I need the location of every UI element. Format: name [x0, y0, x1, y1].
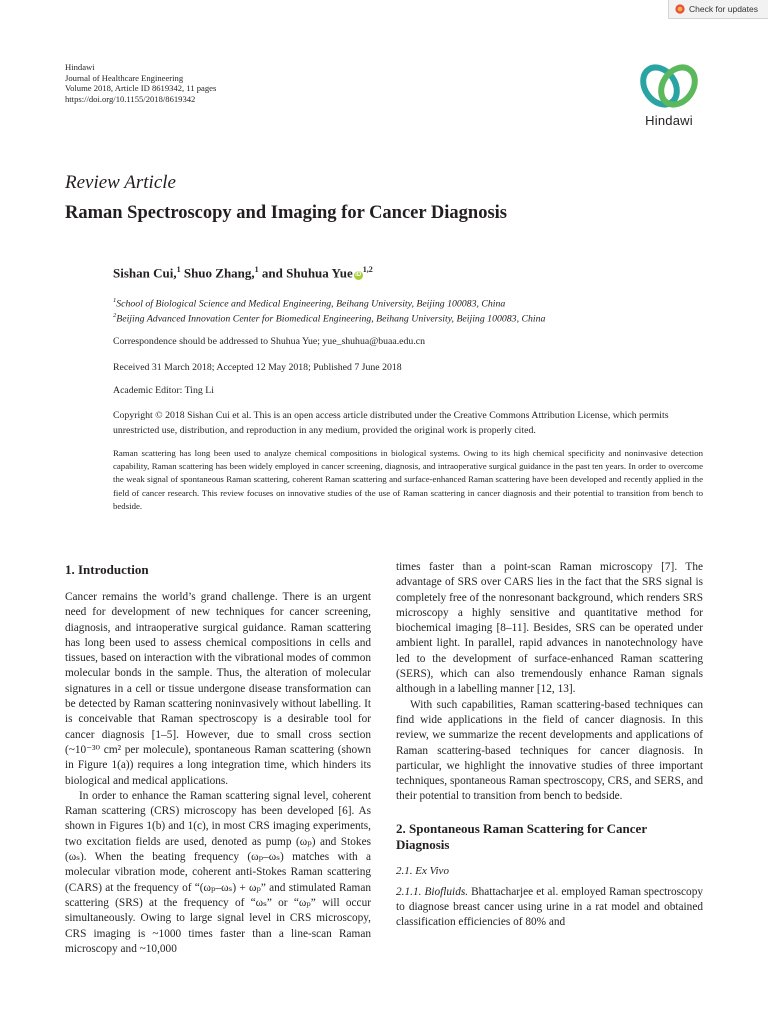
orcid-icon[interactable]: iD [355, 272, 362, 279]
abstract: Raman scattering has long been used to analyze chemical compositions in biological systems. Owing to its high chemical specificity and noninvasive detection capability, Raman scattering has been widely employed in cancer screening, diagnosis, and intraoperative surgical guidance in the past ten years. In order to overcome the weak signal of spontaneous Raman scattering, coherent Raman scattering and surface-enhanced Raman scattering have been developed and recently applied in the field of cancer research. This review focuses on innovative studies of the use of Raman scattering in cancer diagnosis and their potential to transition from bench to bedside. [113, 448, 703, 511]
author-affiliation-mark: 1 [254, 265, 259, 274]
paragraph-text: Bhattacharjee et al. employed Raman spectroscopy to diagnose breast cancer using urine in a rat model and obtained classification efficiencies of 80% and [396, 885, 703, 929]
paragraph: times faster than a point-scan Raman microscopy [7]. The advantage of SRS over CARS lies in the fact that the SRS signal is completely free of the nonresonant background, which renders SRS microscopy a highly sensitive and quantitative method for biochemical imaging [8–11]. Besides, SRS can be operated under ambient light. In parallel, rapid advances in nanotechnology have led to the development of surface-enhanced Raman scattering (SERS), which can also tremendously enhance Raman signals although in a labelling manner [12, 13]. [396, 561, 703, 696]
volume-info: Volume 2018, Article ID 8619342, 11 pages [65, 83, 217, 94]
hindawi-logo-icon [636, 62, 702, 110]
affiliation [113, 312, 545, 324]
paragraph: In order to enhance the Raman scattering signal level, coherent Raman scattering (CRS) microscopy has been developed [6]. As shown in Figures 1(b) and 1(c), in most CRS imaging experiments, two excitation fields are used, denoted as pump (ωₚ) and Stokes (ωₛ). When the beating frequency (ωₚ–ωₛ) matches with a molecular vibration mode, coherent anti-Stokes Raman scattering (CARS) at the frequency of “(ωₚ–ωₛ) + ωₚ” and stimulated Raman scattering (SRS) at the frequency of “ωₛ” or “ωₚ” will occur simultaneously. Owing to large signal level in CRS microscopy, CRS imaging is ~1000 times faster than a line-scan Raman microscopy and ~10,000 [65, 789, 371, 955]
author-conjunction: and [261, 265, 283, 281]
hindawi-logo-text: Hindawi [645, 113, 693, 128]
affiliation-mark: 2 [113, 312, 117, 319]
section-heading: 2. Spontaneous Raman Scattering for Cancer Diagnosis [396, 820, 647, 852]
check-for-updates-button[interactable] [668, 0, 768, 19]
author-name[interactable]: Shuo Zhang, [183, 265, 255, 281]
section-heading: 1. Introduction [65, 562, 149, 577]
paragraph [396, 885, 703, 931]
subsection-heading: 2.1. Ex Vivo [396, 864, 449, 877]
author-affiliation-mark: 1,2 [362, 265, 373, 274]
journal-info [65, 62, 216, 104]
affiliation-text: School of Biological Science and Medical Engineering, Beihang University, Beijing 100083, China [116, 298, 506, 310]
author-name[interactable]: Sishan Cui, [113, 265, 177, 281]
right-column [396, 560, 703, 931]
paragraph: With such capabilities, Raman scattering-based techniques can find wide applications in the field of cancer diagnosis. In this review, we summarize the recent developments and applications of Raman scattering-based techniques for cancer diagnosis. In particular, we highlight the innovative studies of three important techniques, spontaneous Raman spectroscopy, CRS, and SERS, and their potential to transition from bench to bedside. [396, 698, 703, 803]
academic-editor: Academic Editor: Ting Li [113, 385, 214, 396]
publisher-name: Hindawi [65, 62, 95, 72]
affiliation-mark: 1 [113, 297, 117, 304]
author-name[interactable]: Shuhua Yue [286, 265, 353, 281]
article-type: Review Article [65, 172, 176, 193]
journal-name: Journal of Healthcare Engineering [65, 72, 184, 83]
crossmark-icon [675, 4, 685, 14]
copyright-notice: Copyright © 2018 Sishan Cui et al. This is an open access article distributed under the Creative Commons Attribution License, which permits unrestricted use, distribution, and reproduction in any medium, provided the original work is properly cited. [113, 410, 669, 436]
article-title: Raman Spectroscopy and Imaging for Cancer Diagnosis [65, 203, 507, 223]
check-for-updates-label: Check for updates [689, 4, 758, 14]
correspondence: Correspondence should be addressed to Shuhua Yue; yue_shuhua@buaa.edu.cn [113, 336, 426, 347]
affiliation [113, 297, 505, 309]
publication-dates: Received 31 March 2018; Accepted 12 May 2018; Published 7 June 2018 [113, 362, 402, 373]
affiliation-text: Beijing Advanced Innovation Center for Biomedical Engineering, Beihang University, Beijing 100083, China [116, 313, 546, 325]
author-affiliation-mark: 1 [176, 265, 181, 274]
doi-link[interactable]: https://doi.org/10.1155/2018/8619342 [65, 93, 196, 104]
paragraph: Cancer remains the world’s grand challenge. There is an urgent need for development of new techniques for cancer screening, diagnosis, and intraoperative surgical guidance. Raman scattering has long been used to assess chemical compositions in cells and tissues, based on interaction with the vibrational modes of common molecular bonds in the sample. Thus, the alteration of molecular signatures in a cell or tissue undergone disease transformation can be detected by Raman scattering noninvasively without labelling. It is conceivable that Raman spectroscopy is a desirable tool for cancer diagnosis [1–5]. However, due to small cross section (~10⁻³⁰ cm² per molecule), spontaneous Raman scattering (shown in Figure 1(a)) requires a long integration time, which hinders its biological and medical applications. [65, 591, 371, 787]
left-column [65, 562, 371, 957]
author-list [113, 265, 373, 281]
subsubsection-title: 2.1.1. Biofluids. [396, 885, 469, 898]
